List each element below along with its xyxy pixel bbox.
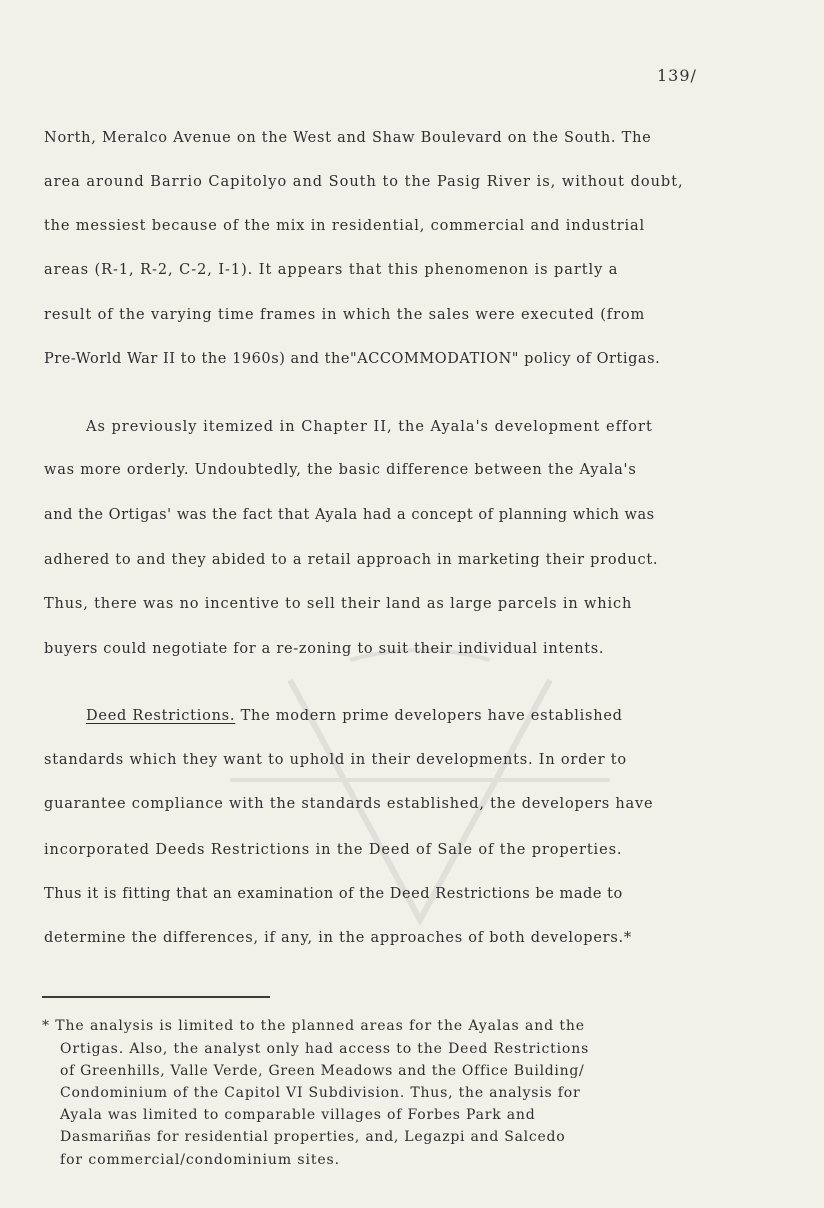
footnote-line: Dasmariñas for residential properties, and, Legazpi and Salcedo — [60, 1129, 566, 1145]
text-line: determine the differences, if any, in the approaches of both developers.* — [44, 930, 632, 946]
text-line: standards which they want to uphold in their developments. In order to — [44, 752, 627, 768]
text-span: The modern prime developers have established — [235, 708, 623, 724]
text-line: areas (R-1, R-2, C-2, I-1). It appears that this phenomenon is partly a — [44, 262, 619, 278]
footnote-line: of Greenhills, Valle Verde, Green Meadows and the Office Building/ — [60, 1063, 585, 1079]
footnote-line: Ortigas. Also, the analyst only had access to the Deed Restrictions — [60, 1041, 590, 1057]
footnote-divider — [42, 996, 270, 998]
text-line: adhered to and they abided to a retail approach in marketing their product. — [44, 552, 659, 568]
text-line: Thus it is fitting that an examination of the Deed Restrictions be made to — [44, 886, 623, 902]
text-line: As previously itemized in Chapter II, the Ayala's development effort — [86, 419, 653, 435]
text-line: result of the varying time frames in which the sales were executed (from — [44, 307, 646, 323]
text-line: area around Barrio Capitolyo and South to the Pasig River is, without doubt, — [44, 174, 684, 190]
text-line: Thus, there was no incentive to sell their land as large parcels in which — [44, 596, 633, 612]
section-heading: Deed Restrictions. — [86, 708, 236, 724]
footnote-line: Ayala was limited to comparable villages of Forbes Park and — [60, 1107, 536, 1123]
text-line: Pre-World War II to the 1960s) and the"ACCOMMODATION" policy of Ortigas. — [44, 351, 661, 367]
footnote-line: * The analysis is limited to the planned areas for the Ayalas and the — [42, 1018, 585, 1034]
text-line: incorporated Deeds Restrictions in the Deed of Sale of the properties. — [44, 842, 623, 858]
text-line: the messiest because of the mix in residential, commercial and industrial — [44, 218, 645, 234]
text-line: North, Meralco Avenue on the West and Shaw Boulevard on the South. The — [44, 130, 652, 146]
text-line: was more orderly. Undoubtedly, the basic difference between the Ayala's — [44, 462, 637, 478]
text-line: guarantee compliance with the standards established, the developers have — [44, 796, 654, 812]
footnote-line: for commercial/condominium sites. — [60, 1152, 340, 1168]
footnote-line: Condominium of the Capitol VI Subdivision. Thus, the analysis for — [60, 1085, 581, 1101]
text-line: and the Ortigas' was the fact that Ayala had a concept of planning which was — [44, 507, 655, 523]
page-number: 139/ — [657, 66, 697, 85]
text-line — [86, 706, 623, 726]
text-line: buyers could negotiate for a re-zoning to suit their individual intents. — [44, 641, 605, 657]
